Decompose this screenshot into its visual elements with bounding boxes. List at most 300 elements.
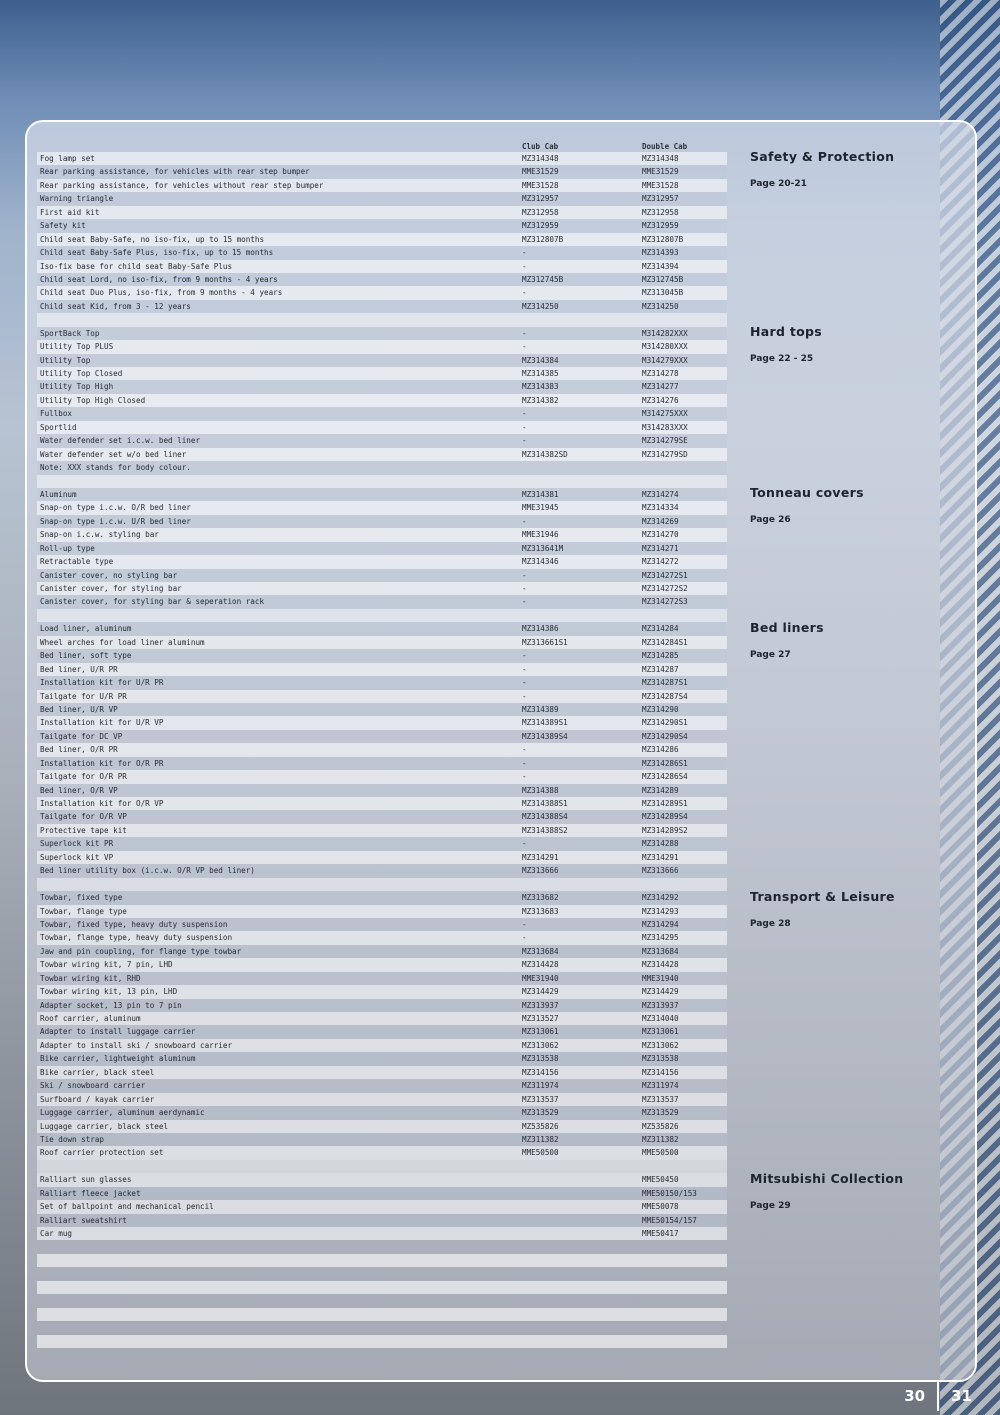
club-cab-part-number: - [522,436,527,446]
club-cab-part-number: MZ313666 [522,866,559,876]
section-label [750,1171,970,1211]
club-cab-part-number: MME31940 [522,973,559,983]
table-row [37,1079,727,1092]
table-row [37,1200,727,1213]
club-cab-part-number: MME50500 [522,1148,559,1158]
club-cab-part-number: MZ314382SD [522,449,568,459]
part-description: Wheel arches for load liner aluminum [40,637,205,647]
section-page-reference: Page 27 [750,649,791,660]
part-description: Note: XXX stands for body colour. [40,463,191,473]
part-description: Towbar wiring kit, 7 pin, LHD [40,960,173,970]
double-cab-part-number: MZ314288 [642,839,679,849]
table-row [37,999,727,1012]
part-description: Water defender set i.c.w. bed liner [40,436,201,446]
club-cab-part-number: MZ535826 [522,1121,559,1131]
part-description: Bed liner, O/R VP [40,785,118,795]
section-title: Safety & Protection [750,149,895,164]
accessories-panel [25,120,977,1382]
part-description: Installation kit for U/R VP [40,718,164,728]
table-row [37,501,727,514]
section-page-reference: Page 28 [750,918,791,929]
club-cab-part-number: - [522,516,527,526]
part-description: Superlock kit PR [40,839,114,849]
part-description: Jaw and pin coupling, for flange type towbar [40,946,242,956]
double-cab-part-number: MZ314040 [642,1014,679,1023]
table-row [37,1039,727,1052]
double-cab-part-number: MME50150/153 [642,1188,697,1198]
column-header-club-cab: Club Cab [522,142,559,151]
double-cab-part-number: M314283XXX [642,422,688,432]
part-description: Bed liner, U/R VP [40,704,118,714]
club-cab-part-number: MZ314250 [522,301,559,311]
empty-row [37,1294,727,1307]
parts-table [37,152,727,1348]
club-cab-part-number: - [522,691,527,701]
double-cab-part-number: MZ314272S1 [642,570,688,580]
double-cab-part-number: MZ314156 [642,1067,679,1077]
double-cab-part-number: MZ314286 [642,745,679,755]
double-cab-part-number: MZ314286S1 [642,758,688,768]
section-label [750,889,970,929]
club-cab-part-number: MME31528 [522,180,559,190]
page-number-right: 31 [951,1387,972,1405]
part-description: Snap-on type i.c.w. O/R bed liner [40,503,191,513]
double-cab-part-number: MZ314287S1 [642,678,688,688]
table-row [37,1120,727,1133]
part-description: Utility Top High [40,382,114,392]
table-row [37,837,727,850]
club-cab-part-number: MZ311974 [522,1081,559,1091]
club-cab-part-number: MZ314291 [522,852,559,862]
empty-row [37,1240,727,1253]
double-cab-part-number: MME50450 [642,1175,679,1185]
part-description: Child seat Lord, no iso-fix, from 9 months - 4 years [40,274,278,284]
column-headers [37,142,727,152]
double-cab-part-number: MZ314393 [642,248,679,258]
table-row [37,797,727,810]
part-description: SportBack Top [40,328,100,338]
table-row [37,206,727,219]
double-cab-part-number: MZ314290S1 [642,718,688,728]
double-cab-part-number: MZ313045B [642,288,684,298]
club-cab-part-number: - [522,422,527,432]
table-row [37,824,727,837]
part-description: Ralliart sweatshirt [40,1215,127,1225]
double-cab-part-number: MZ314279SE [642,436,688,446]
table-row [37,165,727,178]
table-row [37,985,727,998]
table-row [37,851,727,864]
table-row [37,595,727,608]
club-cab-part-number: MZ313684 [522,946,559,956]
part-description: Child seat Baby-Safe Plus, iso-fix, up to 15 months [40,248,274,258]
part-description: Towbar wiring kit, RHD [40,973,141,983]
table-row [37,569,727,582]
section-title: Mitsubishi Collection [750,1171,904,1187]
club-cab-part-number: MZ312959 [522,221,559,231]
double-cab-part-number: MZ314334 [642,503,679,513]
club-cab-part-number: - [522,342,527,352]
section-page-reference: Page 20-21 [750,179,807,189]
part-description: Retractable type [40,557,114,567]
part-description: Tailgate for O/R PR [40,772,127,782]
double-cab-part-number: MZ314295 [642,933,679,943]
part-description: Child seat Duo Plus, iso-fix, from 9 months - 4 years [40,288,283,298]
table-row [37,1012,727,1025]
table-row [37,327,727,340]
part-description: Roll-up type [40,543,95,553]
club-cab-part-number: - [522,328,527,338]
table-row [37,972,727,985]
club-cab-part-number: MZ313661S1 [522,637,568,647]
table-row [37,461,727,474]
table-row [37,340,727,353]
table-row [37,1106,727,1119]
double-cab-part-number: MZ314428 [642,960,679,970]
empty-row [37,1281,727,1294]
table-row [37,286,727,299]
table-row [37,716,727,729]
part-description: Luggage carrier, black steel [40,1121,169,1131]
club-cab-part-number: - [522,570,527,580]
club-cab-part-number: MZ314429 [522,987,559,997]
club-cab-part-number: - [522,678,527,688]
club-cab-part-number: - [522,758,527,768]
table-row [37,152,727,165]
part-description: Roof carrier, aluminum [40,1014,141,1023]
part-description: Bed liner, soft type [40,651,132,661]
table-row [37,407,727,420]
part-description: Fog lamp set [40,154,95,163]
section-page-reference: Page 26 [750,515,791,526]
double-cab-part-number: MME50154/157 [642,1215,697,1225]
double-cab-part-number: MZ312958 [642,207,679,217]
double-cab-part-number: MZ313937 [642,1000,679,1010]
club-cab-part-number: MZ314389S4 [522,731,568,741]
part-description: Bike carrier, black steel [40,1067,155,1077]
double-cab-part-number: MZ312959 [642,221,679,231]
table-row [37,757,727,770]
table-row [37,448,727,461]
double-cab-part-number: MZ314277 [642,382,679,392]
double-cab-part-number: M314280XXX [642,342,688,352]
part-description: Safety kit [40,221,86,231]
table-row [37,958,727,971]
club-cab-part-number: MZ312745B [522,274,564,284]
part-description: Iso-fix base for child seat Baby-Safe Plus [40,261,233,271]
double-cab-part-number: MZ314279SD [642,449,688,459]
double-cab-part-number: MZ314429 [642,987,679,997]
double-cab-part-number: MZ313537 [642,1094,679,1104]
table-row [37,918,727,931]
part-description: Utility Top High Closed [40,395,146,405]
club-cab-part-number: MZ314381 [522,489,559,499]
club-cab-part-number: MZ314383 [522,382,559,392]
club-cab-part-number: MZ312807B [522,234,564,244]
empty-row [37,1254,727,1267]
club-cab-part-number: MZ313538 [522,1054,559,1064]
section-page-reference: Page 22 - 25 [750,353,814,364]
table-row [37,300,727,313]
double-cab-part-number: MZ314250 [642,301,679,311]
double-cab-part-number: MME50078 [642,1202,679,1212]
club-cab-part-number: MZ313529 [522,1108,559,1118]
club-cab-part-number: - [522,919,527,929]
empty-row [37,1267,727,1280]
part-description: Sportlid [40,422,77,432]
table-row [37,367,727,380]
table-row [37,905,727,918]
double-cab-part-number: MZ314348 [642,154,679,163]
page-number-left: 30 [904,1387,926,1405]
table-row [37,1133,727,1146]
part-description: Canister cover, no styling bar [40,570,178,580]
double-cab-part-number: MZ314278 [642,369,679,378]
double-cab-part-number: MZ314290 [642,704,679,714]
part-description: Installation kit for O/R VP [40,799,164,808]
double-cab-part-number: MZ535826 [642,1121,679,1131]
part-description: Car mug [40,1229,73,1238]
double-cab-part-number: M314282XXX [642,328,688,338]
club-cab-part-number: MZ313537 [522,1094,559,1104]
part-description: Ski / snowboard carrier [40,1081,146,1091]
double-cab-part-number: MZ313684 [642,946,679,956]
club-cab-part-number: MME31945 [522,503,559,513]
double-cab-part-number: MZ314292 [642,893,679,903]
club-cab-part-number: MZ314389S1 [522,718,568,728]
table-row [37,945,727,958]
table-row [37,246,727,259]
table-row [37,219,727,232]
table-row [37,233,727,246]
group-spacer [37,313,727,326]
club-cab-part-number: - [522,584,527,593]
club-cab-part-number: MME31529 [522,167,559,177]
part-description: Tie down strap [40,1134,105,1144]
club-cab-part-number: MZ314348 [522,154,559,163]
club-cab-part-number: MZ314388S2 [522,825,568,835]
double-cab-part-number: MZ313538 [642,1054,679,1064]
club-cab-part-number: - [522,261,527,271]
club-cab-part-number: MZ313062 [522,1040,559,1050]
club-cab-part-number: - [522,839,527,849]
part-description: Adapter to install luggage carrier [40,1027,196,1037]
part-description: Water defender set w/o bed liner [40,449,187,459]
column-header-double-cab: Double Cab [642,142,688,151]
club-cab-part-number: MZ313061 [522,1027,559,1037]
double-cab-part-number: MZ314272S2 [642,584,688,593]
double-cab-part-number: MZ314291 [642,852,679,862]
page-numbers [904,1383,972,1409]
part-description: Fullbox [40,409,73,419]
club-cab-part-number: - [522,745,527,755]
double-cab-part-number: MZ314272S3 [642,597,688,607]
empty-row [37,1335,727,1348]
part-description: Bed liner utility box (i.c.w. O/R VP bed liner) [40,866,255,876]
double-cab-part-number: MZ314284 [642,624,679,634]
table-row [37,354,727,367]
part-description: Set of ballpoint and mechanical pencil [40,1202,214,1212]
double-cab-part-number: MZ314294 [642,919,679,929]
part-description: Protective tape kit [40,825,127,835]
group-spacer [37,878,727,891]
club-cab-part-number: MZ313937 [522,1000,559,1010]
table-row [37,891,727,904]
table-row [37,649,727,662]
double-cab-part-number: MZ314289 [642,785,679,795]
part-description: Warning triangle [40,194,114,204]
part-description: Tailgate for U/R PR [40,691,127,701]
double-cab-part-number: MZ314272 [642,557,679,567]
club-cab-part-number: MZ312958 [522,207,559,217]
part-description: Ralliart fleece jacket [40,1188,141,1198]
double-cab-part-number: MZ313061 [642,1027,679,1037]
part-description: Ralliart sun glasses [40,1175,132,1185]
club-cab-part-number: - [522,288,527,298]
table-row [37,622,727,635]
double-cab-part-number: MZ312807B [642,234,684,244]
table-row [37,380,727,393]
table-row [37,582,727,595]
part-description: Luggage carrier, aluminum aerdynamic [40,1108,205,1118]
section-page-reference: Page 29 [750,1201,791,1212]
section-label [750,324,970,364]
table-row [37,743,727,756]
part-description: Utility Top PLUS [40,342,114,352]
club-cab-part-number: MZ314385 [522,369,559,378]
table-row [37,676,727,689]
double-cab-part-number: MZ313529 [642,1108,679,1118]
table-row [37,1052,727,1065]
section-title: Hard tops [750,323,823,339]
club-cab-part-number: MZ311382 [522,1134,559,1144]
double-cab-part-number: MME50500 [642,1148,679,1158]
part-description: Towbar, fixed type [40,893,123,903]
double-cab-part-number: MZ314394 [642,261,679,271]
table-row [37,810,727,823]
group-spacer [37,475,727,488]
part-description: Tailgate for O/R VP [40,812,127,822]
part-description: Surfboard / kayak carrier [40,1094,155,1104]
part-description: Rear parking assistance, for vehicles without rear step bumper [40,180,324,190]
part-description: Towbar, flange type, heavy duty suspension [40,933,233,943]
table-row [37,1214,727,1227]
part-description: Bike carrier, lightweight aluminum [40,1054,196,1064]
double-cab-part-number: MZ313666 [642,866,679,876]
double-cab-part-number: MZ314274 [642,489,679,499]
part-description: Towbar wiring kit, 13 pin, LHD [40,987,178,997]
table-row [37,690,727,703]
part-description: First aid kit [40,207,100,217]
double-cab-part-number: MZ314271 [642,543,679,553]
club-cab-part-number: MZ314388 [522,785,559,795]
table-row [37,663,727,676]
part-description: Adapter to install ski / snowboard carrier [40,1040,233,1050]
section-title: Transport & Leisure [750,888,895,904]
section-label [750,620,970,660]
table-row [37,784,727,797]
section-title: Bed liners [750,619,824,635]
section-label [750,485,970,525]
table-row [37,931,727,944]
table-row [37,703,727,716]
club-cab-part-number: MZ313641M [522,543,564,553]
table-row [37,1227,727,1240]
table-row [37,542,727,555]
table-row [37,421,727,434]
table-row [37,636,727,649]
double-cab-part-number: MZ314293 [642,906,679,916]
table-row [37,488,727,501]
part-description: Adapter socket, 13 pin to 7 pin [40,1000,182,1010]
club-cab-part-number: MZ314428 [522,960,559,970]
table-row [37,1146,727,1159]
club-cab-part-number: MZ314156 [522,1067,559,1077]
double-cab-part-number: MZ314286S4 [642,772,688,782]
empty-row [37,1308,727,1321]
part-description: Bed liner, U/R PR [40,664,118,674]
part-description: Snap-on type i.c.w. U/R bed liner [40,516,191,526]
club-cab-part-number: MZ313683 [522,906,559,916]
double-cab-part-number: MZ314289S4 [642,812,688,822]
table-row [37,1066,727,1079]
double-cab-part-number: MZ313062 [642,1040,679,1050]
part-description: Roof carrier protection set [40,1148,164,1158]
double-cab-part-number: MZ314285 [642,651,679,661]
double-cab-part-number: MZ314287S4 [642,691,688,701]
part-description: Child seat Kid, from 3 - 12 years [40,301,191,311]
group-spacer [37,609,727,622]
part-description: Aluminum [40,489,77,499]
part-description: Bed liner, O/R PR [40,745,118,755]
club-cab-part-number: MZ314386 [522,624,559,634]
table-row [37,1025,727,1038]
table-row [37,434,727,447]
part-description: Towbar, flange type [40,906,127,916]
double-cab-part-number: MZ314276 [642,395,679,405]
part-description: Canister cover, for styling bar [40,584,182,593]
double-cab-part-number: MZ311974 [642,1081,679,1091]
section-label [750,149,970,189]
club-cab-part-number: MZ314384 [522,355,559,365]
double-cab-part-number: MME31529 [642,167,679,177]
club-cab-part-number: MZ314388S1 [522,799,568,808]
double-cab-part-number: MZ314290S4 [642,731,688,741]
part-description: Child seat Baby-Safe, no iso-fix, up to 15 months [40,234,265,244]
group-spacer [37,1160,727,1173]
double-cab-part-number: MZ314284S1 [642,637,688,647]
table-row [37,515,727,528]
table-row [37,864,727,877]
part-description: Utility Top Closed [40,369,123,378]
page-divider [937,1381,939,1411]
part-description: Installation kit for O/R PR [40,758,164,768]
part-description: Tailgate for DC VP [40,731,123,741]
part-description: Canister cover, for styling bar & seperation rack [40,597,265,607]
table-row [37,730,727,743]
table-row [37,273,727,286]
table-row [37,260,727,273]
club-cab-part-number: MZ313527 [522,1014,559,1023]
club-cab-part-number: - [522,248,527,258]
double-cab-part-number: MME31940 [642,973,679,983]
double-cab-part-number: MZ311382 [642,1134,679,1144]
section-title: Tonneau covers [750,485,864,501]
table-row [37,192,727,205]
table-row [37,555,727,568]
double-cab-part-number: MME50417 [642,1229,679,1238]
table-row [37,394,727,407]
